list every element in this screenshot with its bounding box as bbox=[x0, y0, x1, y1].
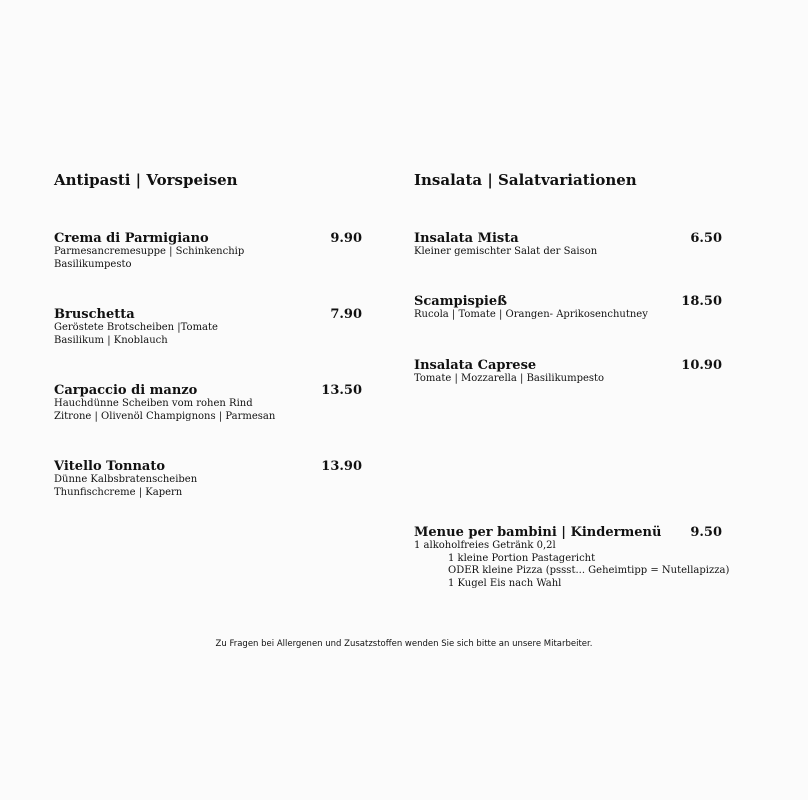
item-description: Kleiner gemischter Salat der Saison bbox=[414, 246, 598, 257]
item-price: 13.50 bbox=[321, 383, 362, 398]
menu-item bbox=[414, 358, 722, 386]
section-title-antipasti: Antipasti | Vorspeisen bbox=[54, 171, 238, 189]
kids-menu-item bbox=[414, 525, 730, 590]
item-description: Geröstete Brotscheiben |Tomate bbox=[54, 322, 218, 333]
item-price: 7.90 bbox=[330, 307, 362, 322]
menu-item bbox=[54, 231, 362, 271]
item-description: Basilikumpesto bbox=[54, 258, 132, 270]
item-description: Zitrone | Olivenöl Champignons | Parmesan bbox=[54, 410, 276, 422]
item-name: Crema di Parmigiano bbox=[54, 231, 209, 246]
item-description: Rucola | Tomate | Orangen- Aprikosenchutney bbox=[414, 309, 648, 320]
item-price: 18.50 bbox=[681, 294, 722, 309]
item-description: Hauchdünne Scheiben vom rohen Rind bbox=[54, 398, 253, 409]
menu-item bbox=[54, 459, 362, 499]
kids-menu-name: Menue per bambini | Kindermenü bbox=[414, 525, 662, 540]
kids-menu-line: ODER kleine Pizza (pssst... Geheimtipp = Nutellapizza) bbox=[448, 565, 730, 576]
menu-item bbox=[54, 307, 362, 347]
item-description: Dünne Kalbsbratenscheiben bbox=[54, 474, 198, 485]
item-description: Thunfischcreme | Kapern bbox=[54, 486, 183, 498]
item-description: Parmesancremesuppe | Schinkenchip bbox=[54, 246, 245, 257]
section-title-insalata: Insalata | Salatvariationen bbox=[414, 171, 637, 189]
item-name: Vitello Tonnato bbox=[54, 459, 166, 474]
item-name: Insalata Mista bbox=[414, 231, 519, 246]
menu-item bbox=[54, 383, 362, 423]
item-name: Insalata Caprese bbox=[414, 358, 537, 373]
allergen-notice: Zu Fragen bei Allergenen und Zusatzstoffen wenden Sie sich bitte an unsere Mitarbeiter. bbox=[215, 639, 593, 649]
kids-menu-line: 1 Kugel Eis nach Wahl bbox=[448, 577, 562, 589]
item-description: Tomate | Mozzarella | Basilikumpesto bbox=[414, 373, 605, 384]
item-price: 13.90 bbox=[321, 459, 362, 474]
item-name: Carpaccio di manzo bbox=[54, 383, 198, 398]
item-name: Scampispieß bbox=[414, 294, 508, 309]
item-description: Basilikum | Knoblauch bbox=[54, 334, 168, 346]
item-price: 6.50 bbox=[690, 231, 722, 246]
item-name: Bruschetta bbox=[54, 307, 135, 322]
kids-menu-price: 9.50 bbox=[690, 525, 722, 540]
kids-menu-line: 1 alkoholfreies Getränk 0,2l bbox=[414, 540, 556, 551]
item-price: 9.90 bbox=[330, 231, 362, 246]
kids-menu-line: 1 kleine Portion Pastagericht bbox=[448, 552, 596, 564]
menu-item bbox=[414, 294, 722, 322]
menu-item bbox=[414, 231, 722, 259]
item-price: 10.90 bbox=[681, 358, 722, 373]
